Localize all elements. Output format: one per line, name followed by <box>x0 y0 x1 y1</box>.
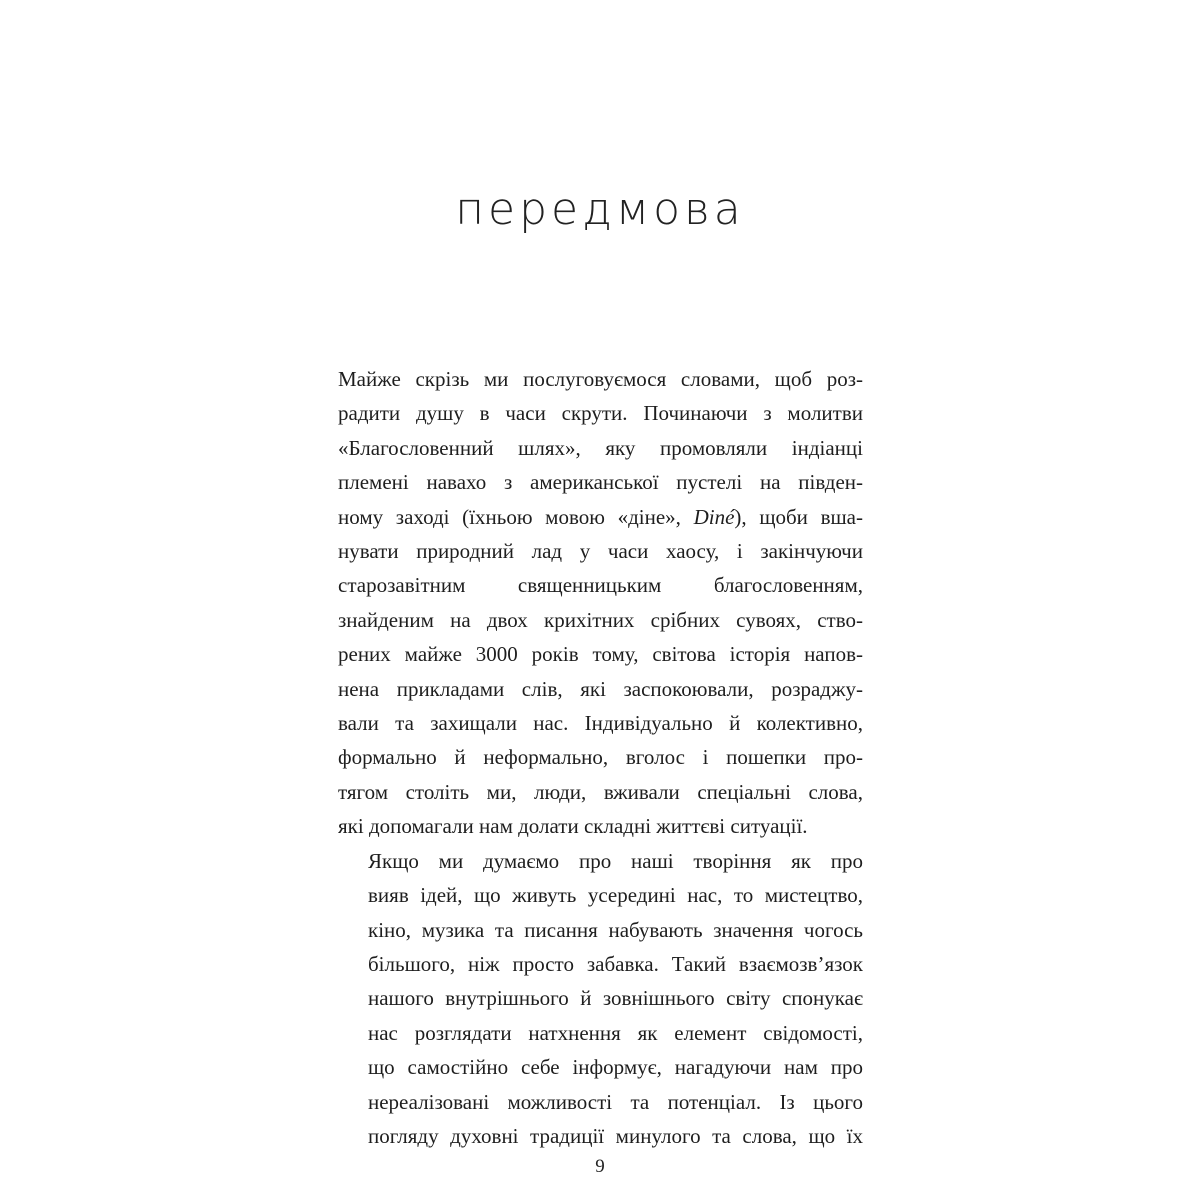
text-line: нашого внутрішнього й зовнішнього світу спонукає <box>368 986 863 1011</box>
chapter-title: передмова <box>455 184 745 235</box>
text-line: рених майже 3000 років тому, світова історія напов- <box>338 642 863 667</box>
text-line: Якщо ми думаємо про наші творіння як про <box>368 848 863 873</box>
body-text <box>338 362 863 1153</box>
text-line: вияв ідей, що живуть усередині нас, то мистецтво, <box>368 883 863 908</box>
text-line: кіно, музика та писання набувають значення чогось <box>368 917 863 942</box>
text-line: радити душу в часи скрути. Починаючи з молитви <box>338 401 863 426</box>
text-line: нувати природний лад у часи хаосу, і закінчуючи <box>338 539 863 564</box>
paragraph-2 <box>338 844 863 1154</box>
text-line: які допомагали нам долати складні життєві ситуації. <box>338 814 808 839</box>
text-line: нас розглядати натхнення як елемент свідомості, <box>368 1020 863 1045</box>
text-line: що самостійно себе інформує, нагадуючи нам про <box>368 1055 863 1080</box>
text-line: тягом століть ми, люди, вживали спеціальні слова, <box>338 779 863 804</box>
text-line: Майже скрізь ми послуговуємося словами, щоб роз- <box>338 367 863 391</box>
text-line: племені навахо з американської пустелі на півден- <box>338 470 863 495</box>
text-line: формально й неформально, вголос і пошепки про- <box>338 745 863 770</box>
page-number: 9 <box>595 1156 605 1177</box>
text-line-with-italic: ному заході (їхньою мовою «діне», Diné), щоби вша- <box>338 504 863 529</box>
text-line: знайденим на двох крихітних срібних сувоях, ство- <box>338 607 863 632</box>
text-line: вали та захищали нас. Індивідуально й колективно, <box>338 711 863 736</box>
text-line: нереалізовані можливості та потенціал. Із цього <box>368 1089 863 1114</box>
paragraph-1 <box>338 362 863 844</box>
italic-term: Diné <box>693 504 735 529</box>
text-line: погляду духовні традиції минулого та слова, що їх <box>368 1123 863 1148</box>
text-line: нена прикладами слів, які заспокоювали, розраджу- <box>338 676 863 701</box>
text-line: більшого, ніж просто забавка. Такий взаємозв’язок <box>368 951 863 976</box>
text-line: старозавітним священницьким благословенням, <box>338 573 863 598</box>
text-line: «Благословенний шлях», яку промовляли індіанці <box>338 435 863 460</box>
